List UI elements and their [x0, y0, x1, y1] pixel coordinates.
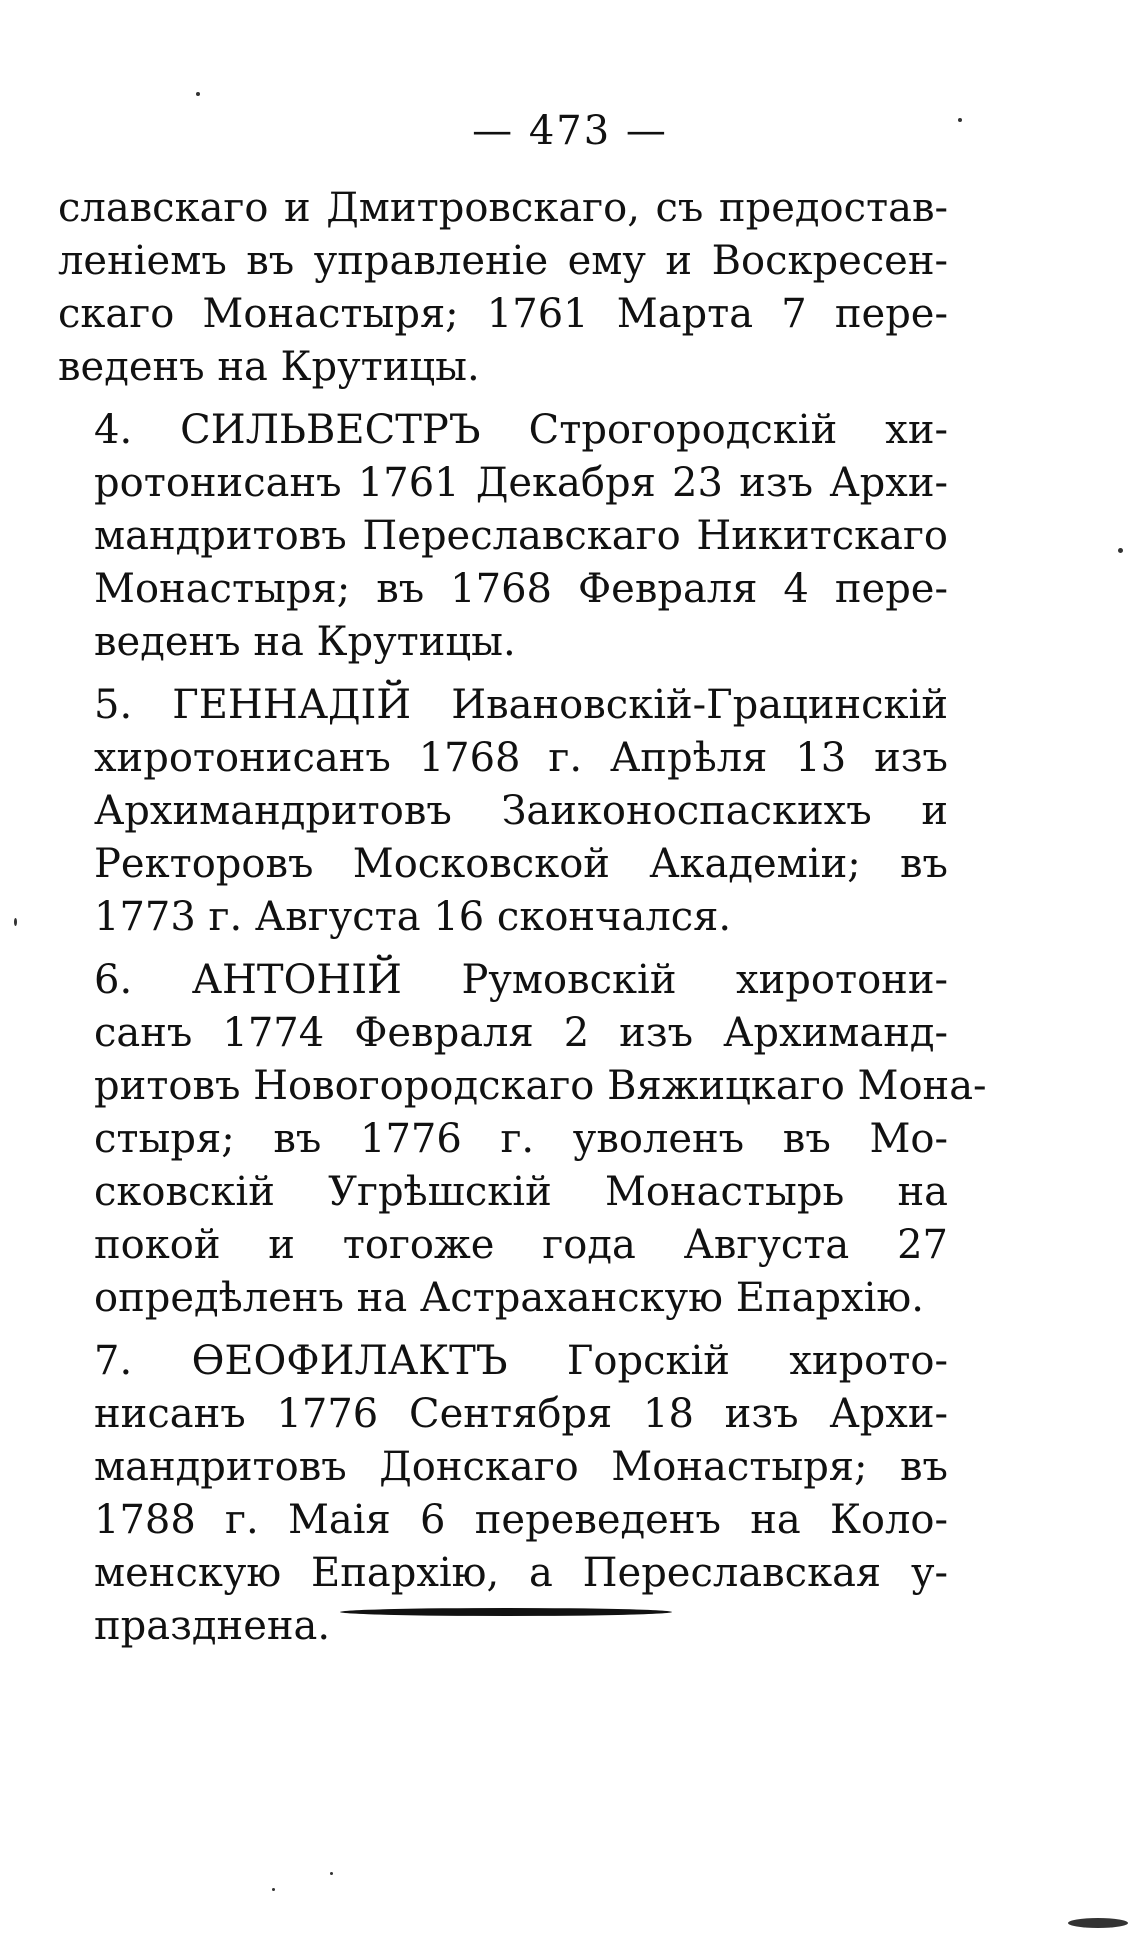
text-line: мандритовъ Переславскаго Никитскаго	[94, 513, 948, 559]
body-text	[58, 182, 987, 1663]
text-line: Архимандритовъ Заиконоспаскихъ и	[94, 788, 948, 834]
text-line: Ректоровъ Московской Академіи; въ	[94, 841, 948, 887]
text-line: 6. АНТОНІЙ Румовскій хиротони-	[94, 957, 948, 1003]
end-ornament-rule	[340, 1608, 672, 1616]
text-line: 1773 г. Августа 16 скончался.	[94, 894, 732, 940]
text-line: сковскій Угрѣшскій Монастырь на	[94, 1169, 948, 1215]
text-line: скаго Монастыря; 1761 Марта 7 пере-	[58, 291, 948, 337]
text-line: славскаго и Дмитровскаго, съ предостав-	[58, 185, 948, 231]
text-line: нисанъ 1776 Сентября 18 изъ Архи-	[94, 1391, 948, 1437]
text-line: стыря; въ 1776 г. уволенъ въ Мо-	[94, 1116, 948, 1162]
paragraph-continuation	[58, 182, 948, 394]
text-line: леніемъ въ управленіе ему и Воскресен-	[58, 238, 948, 284]
print-speck	[272, 1888, 275, 1891]
print-speck	[1068, 1918, 1128, 1928]
entry-feofilakt	[58, 1335, 948, 1653]
text-line: санъ 1774 Февраля 2 изъ Архиманд-	[94, 1010, 948, 1056]
text-line: 5. ГЕННАДІЙ Ивановскій-Грацинскій	[94, 682, 948, 728]
page-number: — 473 —	[472, 108, 668, 154]
text-line: опредѣленъ на Астраханскую Епархію.	[94, 1275, 924, 1321]
text-line: веденъ на Крутицы.	[94, 619, 516, 665]
text-line: празднена.	[94, 1603, 331, 1649]
entry-antoniy	[58, 954, 987, 1325]
print-speck	[196, 92, 200, 96]
entry-gennadiy	[58, 679, 948, 944]
print-speck	[1118, 548, 1123, 553]
text-line: 4. СИЛЬВЕСТРЪ Строгородскій хи-	[94, 407, 948, 453]
text-line: ритовъ Новогородскаго Вяжицкаго Мона-	[94, 1063, 987, 1109]
text-line: мандритовъ Донскаго Монастыря; въ	[94, 1444, 948, 1490]
text-line: 1788 г. Маія 6 переведенъ на Коло-	[94, 1497, 948, 1543]
text-line: хиротонисанъ 1768 г. Апрѣля 13 изъ	[94, 735, 948, 781]
text-line: Монастыря; въ 1768 Февраля 4 пере-	[94, 566, 948, 612]
text-line: менскую Епархію, а Переславская у-	[94, 1550, 948, 1596]
print-speck	[958, 118, 962, 122]
text-line: 7. ѲЕОФИЛАКТЪ Горскій хирото-	[94, 1338, 948, 1384]
text-line: ротонисанъ 1761 Декабря 23 изъ Архи-	[94, 460, 948, 506]
print-speck	[330, 1872, 333, 1875]
text-line: покой и тогоже года Августа 27	[94, 1222, 948, 1268]
print-speck	[14, 918, 17, 926]
entry-silvestr	[58, 404, 948, 669]
text-line: веденъ на Крутицы.	[58, 344, 480, 390]
